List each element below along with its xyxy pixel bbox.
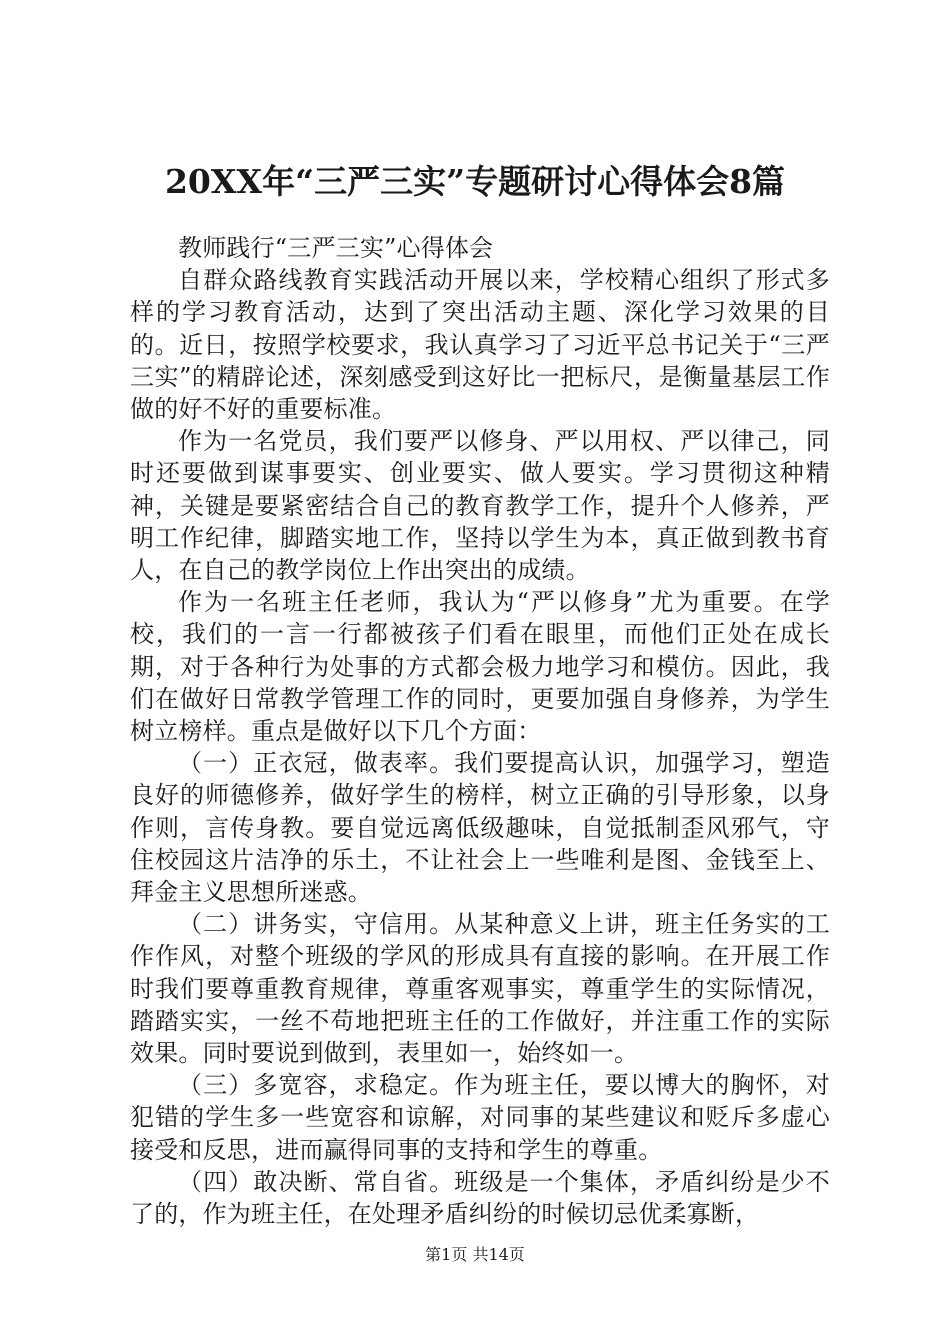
page-footer: 第1页 共14页 [425,1245,525,1264]
paragraph: 自群众路线教育实践活动开展以来，学校精心组织了形式多样的学习教育活动，达到了突出活动主题、深化学习效果的目的。近日，按照学校要求，我认真学习了习近平总书记关于“三严三实”的精辟论述，深刻感受到这好比一把标尺，是衡量基层工作做的好不好的重要标准。 [130,266,830,424]
document-title: 20XX年“三严三实”专题研讨心得体会8篇 [164,162,786,201]
paragraph: 作为一名班主任老师，我认为“严以修身”尤为重要。在学校，我们的一言一行都被孩子们看在眼里，而他们正处在成长期，对于各种行为处事的方式都会极力地学习和模仿。因此，我们在做好日常教学管理工作的同时，更要加强自身修养，为学生树立榜样。重点是做好以下几个方面： [130,588,830,746]
paragraph: （四）敢决断、常自省。班级是一个集体，矛盾纠纷是少不了的，作为班主任，在处理矛盾纠纷的时候切忌优柔寡断， [130,1167,830,1229]
paragraph: （三）多宽容，求稳定。作为班主任，要以博大的胸怀，对犯错的学生多一些宽容和谅解，对同事的某些建议和贬斥多虚心接受和反思，进而赢得同事的支持和学生的尊重。 [130,1071,830,1164]
paragraph: （一）正衣冠，做表率。我们要提高认识，加强学习，塑造良好的师德修养，做好学生的榜样，树立正确的引导形象，以身作则，言传身教。要自觉远离低级趣味，自觉抵制歪风邪气，守住校园这片洁净的乐土，不让社会上一些唯利是图、金钱至上、拜金主义思想所迷惑。 [130,749,830,907]
document-subtitle: 教师践行“三严三实”心得体会 [178,234,494,262]
paragraph: 作为一名党员，我们要严以修身、严以用权、严以律己，同时还要做到谋事要实、创业要实、做人要实。学习贯彻这种精神，关键是要紧密结合自己的教育教学工作，提升个人修养，严明工作纪律，脚踏实地工作，坚持以学生为本，真正做到教书育人，在自己的教学岗位上作出突出的成绩。 [130,427,830,585]
paragraph: （二）讲务实，守信用。从某种意义上讲，班主任务实的工作作风，对整个班级的学风的形成具有直接的影响。在开展工作时我们要尊重教育规律，尊重客观事实，尊重学生的实际情况，踏踏实实，一丝不苟地把班主任的工作做好，并注重工作的实际效果。同时要说到做到，表里如一，始终如一。 [130,910,830,1068]
document-body [130,232,830,1230]
